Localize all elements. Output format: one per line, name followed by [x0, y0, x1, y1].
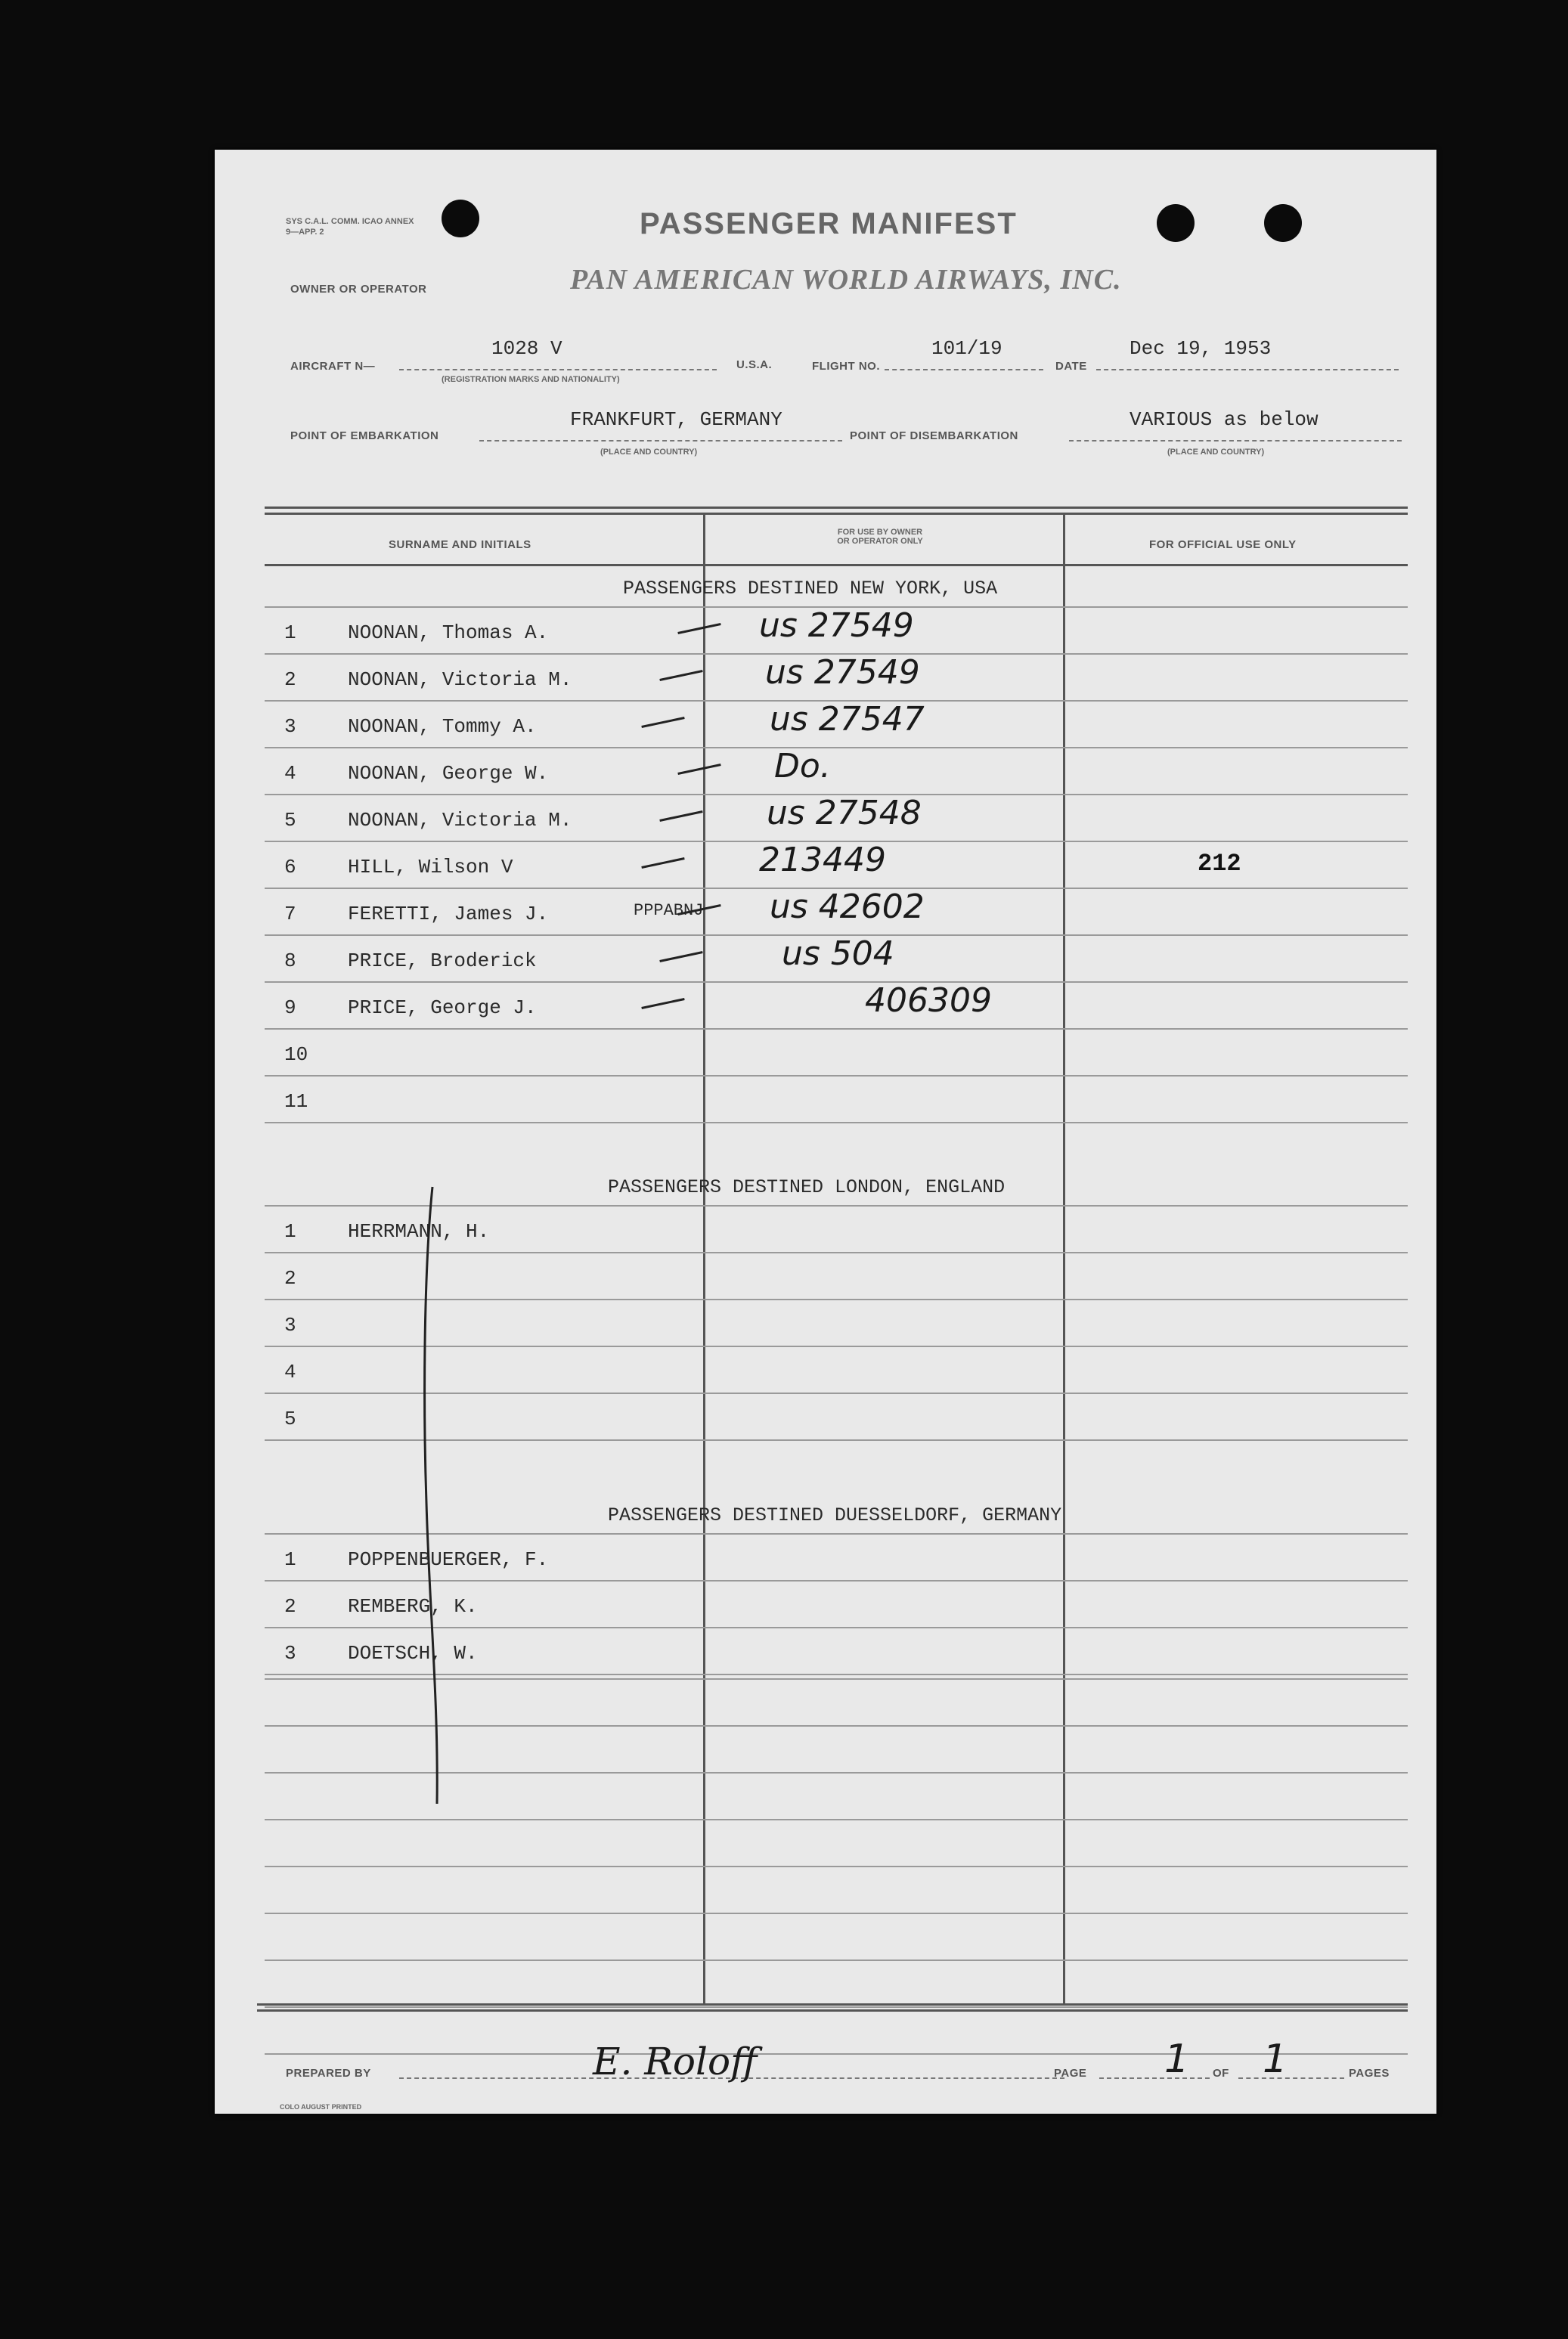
date-label: DATE	[1055, 360, 1087, 373]
row-number: 2	[284, 668, 296, 691]
punch-hole	[1157, 204, 1195, 242]
blank-row-rule	[265, 1959, 1408, 1961]
section-heading: PASSENGERS DESTINED DUESSELDORF, GERMANY	[608, 1504, 1062, 1526]
table-bottom-rule	[257, 2003, 1408, 2006]
embarkation-underline	[479, 440, 842, 441]
prepared-by-label: PREPARED BY	[286, 2067, 371, 2080]
passenger-name: NOONAN, George W.	[348, 762, 549, 785]
date-value: Dec 19, 1953	[1130, 337, 1272, 360]
blank-row-rule	[265, 2053, 1408, 2055]
passenger-name: PRICE, Broderick	[348, 950, 537, 972]
handwritten-entry: Do.	[774, 747, 831, 785]
row-rule	[265, 981, 1408, 983]
tick-mark	[659, 810, 702, 822]
column-divider-2	[1063, 513, 1065, 2003]
tick-mark	[677, 623, 720, 634]
place-caption-disembarkation: (PLACE AND COUNTRY)	[1167, 448, 1265, 457]
form-reference: SYS C.A.L. COMM. ICAO ANNEX 9—APP. 2	[286, 217, 414, 237]
row-rule	[265, 1028, 1408, 1030]
form-title: PASSENGER MANIFEST	[640, 207, 1018, 240]
row-number: 7	[284, 903, 296, 925]
column-header-operator-line1: FOR USE BY OWNER	[837, 528, 923, 537]
row-number: 5	[284, 809, 296, 832]
handwritten-bracket-line	[419, 1185, 449, 1805]
row-number: 1	[284, 1548, 296, 1571]
row-rule	[265, 1122, 1408, 1123]
operator-note: PPPABNJ	[634, 901, 704, 920]
of-value: 1	[1263, 2037, 1288, 2082]
row-number: 2	[284, 1595, 296, 1618]
passenger-name: DOETSCH, W.	[348, 1642, 478, 1665]
page-value: 1	[1164, 2037, 1190, 2082]
passenger-name: POPPENBUERGER, F.	[348, 1548, 549, 1571]
page-underline	[1099, 2077, 1210, 2079]
aircraft-label: AIRCRAFT N—	[290, 360, 376, 373]
tick-mark	[659, 670, 702, 681]
table-bottom-rule-2	[257, 2009, 1408, 2012]
section-heading: PASSENGERS DESTINED NEW YORK, USA	[623, 578, 998, 599]
handwritten-entry: us 504	[782, 934, 894, 973]
embarkation-value: FRANKFURT, GERMANY	[570, 408, 782, 431]
table-top-rule-2	[265, 513, 1408, 515]
prepared-signature: E. Roloff	[593, 2040, 758, 2083]
passenger-name: REMBERG, K.	[348, 1595, 478, 1618]
row-number: 1	[284, 1220, 296, 1243]
row-number: 3	[284, 715, 296, 738]
column-header-surname: SURNAME AND INITIALS	[389, 538, 531, 551]
handwritten-entry: 406309	[865, 981, 992, 1020]
passenger-name: NOONAN, Tommy A.	[348, 715, 537, 738]
section-heading: PASSENGERS DESTINED LONDON, ENGLAND	[608, 1176, 1006, 1198]
row-number: 4	[284, 1361, 296, 1383]
passenger-name: NOONAN, Thomas A.	[348, 621, 549, 644]
handwritten-entry: us 27549	[759, 606, 914, 645]
official-entry: 212	[1198, 850, 1241, 878]
handwritten-entry: us 27548	[767, 794, 922, 832]
table-top-rule	[265, 507, 1408, 509]
punch-hole	[1264, 204, 1302, 242]
blank-row-rule	[265, 1819, 1408, 1820]
passenger-name: HERRMANN, H.	[348, 1220, 490, 1243]
column-divider-1	[703, 513, 705, 2003]
disembarkation-value: VARIOUS as below	[1130, 408, 1319, 431]
row-number: 4	[284, 762, 296, 785]
row-number: 5	[284, 1408, 296, 1430]
passenger-name: NOONAN, Victoria M.	[348, 809, 572, 832]
printer-mark: COLO AUGUST PRINTED	[280, 2103, 362, 2111]
row-number: 3	[284, 1314, 296, 1337]
aircraft-underline	[399, 369, 717, 370]
passenger-name: NOONAN, Victoria M.	[348, 668, 572, 691]
flight-underline	[885, 369, 1043, 370]
disembarkation-underline	[1069, 440, 1402, 441]
embarkation-label: POINT OF EMBARKATION	[290, 429, 439, 442]
page-label: PAGE	[1054, 2067, 1087, 2080]
row-rule	[265, 747, 1408, 748]
of-underline	[1238, 2077, 1344, 2079]
blank-row-rule	[265, 1913, 1408, 1914]
tick-mark	[641, 998, 684, 1009]
column-header-operator	[797, 528, 963, 546]
tick-mark	[677, 764, 720, 775]
passenger-name: FERETTI, James J.	[348, 903, 549, 925]
of-label: OF	[1213, 2067, 1229, 2080]
place-caption-embarkation: (PLACE AND COUNTRY)	[600, 448, 698, 457]
airline-name: PAN AMERICAN WORLD AIRWAYS, INC.	[570, 264, 1122, 296]
column-header-official: FOR OFFICIAL USE ONLY	[1149, 538, 1297, 551]
row-number: 6	[284, 856, 296, 878]
owner-label: OWNER OR OPERATOR	[290, 283, 427, 296]
row-number: 9	[284, 996, 296, 1019]
manifest-sheet	[215, 150, 1436, 2114]
tick-mark	[641, 857, 684, 869]
row-number: 1	[284, 621, 296, 644]
handwritten-entry: us 42602	[770, 888, 925, 926]
date-underline	[1096, 369, 1399, 370]
handwritten-entry: 213449	[759, 841, 886, 879]
aircraft-value: 1028 V	[491, 337, 562, 360]
pages-label: PAGES	[1349, 2067, 1390, 2080]
blank-row-rule	[265, 1866, 1408, 1867]
tick-mark	[659, 951, 702, 962]
disembarkation-label: POINT OF DISEMBARKATION	[850, 429, 1018, 442]
row-number: 10	[284, 1043, 308, 1066]
row-number: 2	[284, 1267, 296, 1290]
flight-label: FLIGHT NO.	[812, 360, 880, 373]
column-header-operator-line2: OR OPERATOR ONLY	[837, 537, 923, 546]
row-number: 8	[284, 950, 296, 972]
punch-hole	[442, 200, 479, 237]
blank-row-rule	[265, 2006, 1408, 2008]
usa-label: U.S.A.	[736, 358, 773, 371]
registration-caption: (REGISTRATION MARKS AND NATIONALITY)	[442, 375, 620, 384]
handwritten-entry: us 27547	[770, 700, 925, 739]
tick-mark	[641, 717, 684, 728]
passenger-name: PRICE, George J.	[348, 996, 537, 1019]
passenger-name: HILL, Wilson V	[348, 856, 513, 878]
row-rule	[265, 1075, 1408, 1077]
row-number: 11	[284, 1090, 308, 1113]
row-number: 3	[284, 1642, 296, 1665]
handwritten-entry: us 27549	[765, 653, 920, 692]
table-header-rule	[265, 564, 1408, 566]
flight-value: 101/19	[931, 337, 1002, 360]
